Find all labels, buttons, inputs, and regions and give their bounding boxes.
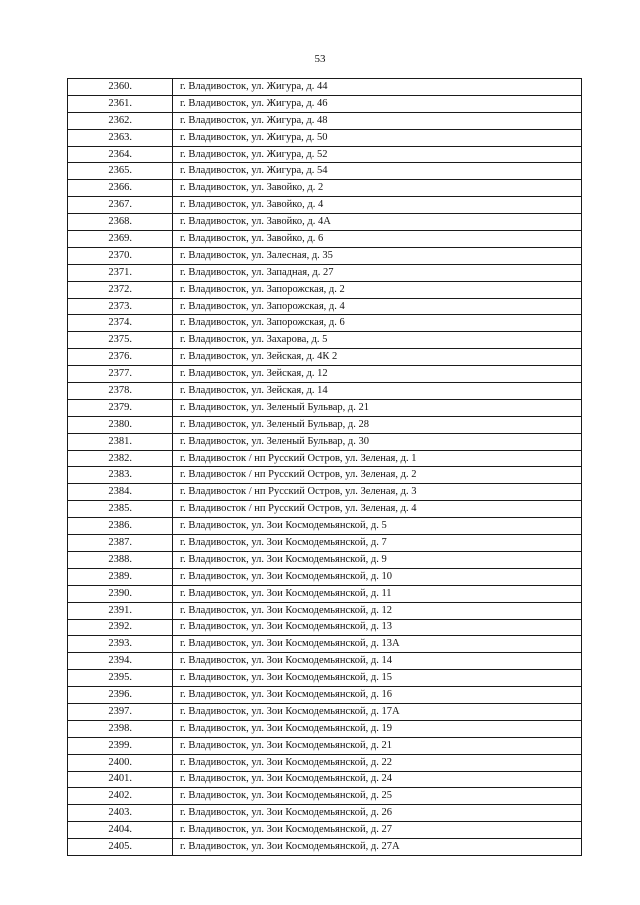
row-number-cell: 2368. bbox=[68, 214, 173, 231]
table-row bbox=[68, 636, 582, 653]
table-row bbox=[68, 602, 582, 619]
table-row bbox=[68, 737, 582, 754]
table-row bbox=[68, 180, 582, 197]
row-number-cell: 2402. bbox=[68, 788, 173, 805]
address-cell: г. Владивосток, ул. Зои Космодемьянской, д. 19 bbox=[173, 720, 582, 737]
address-cell: г. Владивосток, ул. Зейская, д. 12 bbox=[173, 366, 582, 383]
table-row bbox=[68, 281, 582, 298]
table-row bbox=[68, 653, 582, 670]
table-row bbox=[68, 805, 582, 822]
row-number-cell: 2386. bbox=[68, 518, 173, 535]
row-number-cell: 2392. bbox=[68, 619, 173, 636]
row-number-cell: 2393. bbox=[68, 636, 173, 653]
address-cell: г. Владивосток / нп Русский Остров, ул. Зеленая, д. 4 bbox=[173, 501, 582, 518]
table-row bbox=[68, 247, 582, 264]
table-row bbox=[68, 197, 582, 214]
row-number-cell: 2369. bbox=[68, 231, 173, 248]
row-number-cell: 2398. bbox=[68, 720, 173, 737]
row-number-cell: 2363. bbox=[68, 129, 173, 146]
table-row bbox=[68, 585, 582, 602]
address-cell: г. Владивосток, ул. Зои Космодемьянской, д. 15 bbox=[173, 670, 582, 687]
row-number-cell: 2391. bbox=[68, 602, 173, 619]
address-cell: г. Владивосток, ул. Зои Космодемьянской, д. 13А bbox=[173, 636, 582, 653]
address-cell: г. Владивосток, ул. Зои Космодемьянской, д. 11 bbox=[173, 585, 582, 602]
address-cell: г. Владивосток, ул. Зейская, д. 4К 2 bbox=[173, 349, 582, 366]
address-cell: г. Владивосток, ул. Зои Космодемьянской, д. 21 bbox=[173, 737, 582, 754]
row-number-cell: 2403. bbox=[68, 805, 173, 822]
table-row bbox=[68, 720, 582, 737]
address-cell: г. Владивосток, ул. Зои Космодемьянской, д. 7 bbox=[173, 535, 582, 552]
address-cell: г. Владивосток, ул. Зои Космодемьянской, д. 14 bbox=[173, 653, 582, 670]
row-number-cell: 2380. bbox=[68, 416, 173, 433]
row-number-cell: 2377. bbox=[68, 366, 173, 383]
row-number-cell: 2394. bbox=[68, 653, 173, 670]
address-cell: г. Владивосток, ул. Жигура, д. 48 bbox=[173, 112, 582, 129]
address-cell: г. Владивосток, ул. Зои Космодемьянской, д. 16 bbox=[173, 687, 582, 704]
table-row bbox=[68, 754, 582, 771]
row-number-cell: 2388. bbox=[68, 551, 173, 568]
row-number-cell: 2375. bbox=[68, 332, 173, 349]
address-cell: г. Владивосток, ул. Завойко, д. 2 bbox=[173, 180, 582, 197]
table-row bbox=[68, 484, 582, 501]
table-row bbox=[68, 79, 582, 96]
address-cell: г. Владивосток, ул. Зеленый Бульвар, д. 30 bbox=[173, 433, 582, 450]
table-row bbox=[68, 670, 582, 687]
row-number-cell: 2376. bbox=[68, 349, 173, 366]
table-row bbox=[68, 433, 582, 450]
address-cell: г. Владивосток, ул. Зеленый Бульвар, д. 28 bbox=[173, 416, 582, 433]
table-row bbox=[68, 264, 582, 281]
address-cell: г. Владивосток, ул. Зои Космодемьянской, д. 25 bbox=[173, 788, 582, 805]
row-number-cell: 2373. bbox=[68, 298, 173, 315]
table-row bbox=[68, 349, 582, 366]
address-cell: г. Владивосток, ул. Зои Космодемьянской, д. 9 bbox=[173, 551, 582, 568]
row-number-cell: 2361. bbox=[68, 95, 173, 112]
table-row bbox=[68, 112, 582, 129]
table-row bbox=[68, 146, 582, 163]
table-row bbox=[68, 129, 582, 146]
address-cell: г. Владивосток, ул. Запорожская, д. 6 bbox=[173, 315, 582, 332]
address-cell: г. Владивосток, ул. Зои Космодемьянской, д. 10 bbox=[173, 568, 582, 585]
table-row bbox=[68, 163, 582, 180]
row-number-cell: 2399. bbox=[68, 737, 173, 754]
table-row bbox=[68, 788, 582, 805]
table-row bbox=[68, 298, 582, 315]
address-cell: г. Владивосток, ул. Зейская, д. 14 bbox=[173, 383, 582, 400]
address-cell: г. Владивосток, ул. Жигура, д. 46 bbox=[173, 95, 582, 112]
address-cell: г. Владивосток / нп Русский Остров, ул. Зеленая, д. 1 bbox=[173, 450, 582, 467]
row-number-cell: 2383. bbox=[68, 467, 173, 484]
row-number-cell: 2362. bbox=[68, 112, 173, 129]
address-cell: г. Владивосток, ул. Завойко, д. 6 bbox=[173, 231, 582, 248]
table-row bbox=[68, 501, 582, 518]
address-cell: г. Владивосток, ул. Зои Космодемьянской, д. 12 bbox=[173, 602, 582, 619]
address-cell: г. Владивосток, ул. Запорожская, д. 4 bbox=[173, 298, 582, 315]
address-cell: г. Владивосток, ул. Жигура, д. 52 bbox=[173, 146, 582, 163]
address-cell: г. Владивосток, ул. Зои Космодемьянской, д. 22 bbox=[173, 754, 582, 771]
row-number-cell: 2366. bbox=[68, 180, 173, 197]
table-row bbox=[68, 619, 582, 636]
address-cell: г. Владивосток, ул. Завойко, д. 4А bbox=[173, 214, 582, 231]
row-number-cell: 2365. bbox=[68, 163, 173, 180]
row-number-cell: 2370. bbox=[68, 247, 173, 264]
row-number-cell: 2364. bbox=[68, 146, 173, 163]
address-cell: г. Владивосток, ул. Завойко, д. 4 bbox=[173, 197, 582, 214]
address-cell: г. Владивосток / нп Русский Остров, ул. Зеленая, д. 3 bbox=[173, 484, 582, 501]
address-cell: г. Владивосток, ул. Зои Космодемьянской, д. 27 bbox=[173, 822, 582, 839]
address-cell: г. Владивосток, ул. Западная, д. 27 bbox=[173, 264, 582, 281]
table-row bbox=[68, 822, 582, 839]
address-cell: г. Владивосток, ул. Залесная, д. 35 bbox=[173, 247, 582, 264]
table-row bbox=[68, 535, 582, 552]
address-cell: г. Владивосток, ул. Зои Космодемьянской, д. 26 bbox=[173, 805, 582, 822]
address-cell: г. Владивосток, ул. Захарова, д. 5 bbox=[173, 332, 582, 349]
address-cell: г. Владивосток, ул. Зои Космодемьянской, д. 17А bbox=[173, 703, 582, 720]
table-row bbox=[68, 231, 582, 248]
address-cell: г. Владивосток / нп Русский Остров, ул. Зеленая, д. 2 bbox=[173, 467, 582, 484]
table-row bbox=[68, 332, 582, 349]
table-row bbox=[68, 399, 582, 416]
address-cell: г. Владивосток, ул. Жигура, д. 50 bbox=[173, 129, 582, 146]
table-row bbox=[68, 518, 582, 535]
row-number-cell: 2404. bbox=[68, 822, 173, 839]
table-row bbox=[68, 551, 582, 568]
table-row bbox=[68, 771, 582, 788]
row-number-cell: 2400. bbox=[68, 754, 173, 771]
address-cell: г. Владивосток, ул. Запорожская, д. 2 bbox=[173, 281, 582, 298]
row-number-cell: 2367. bbox=[68, 197, 173, 214]
row-number-cell: 2379. bbox=[68, 399, 173, 416]
row-number-cell: 2397. bbox=[68, 703, 173, 720]
table-row bbox=[68, 214, 582, 231]
row-number-cell: 2385. bbox=[68, 501, 173, 518]
row-number-cell: 2374. bbox=[68, 315, 173, 332]
row-number-cell: 2378. bbox=[68, 383, 173, 400]
table-row bbox=[68, 568, 582, 585]
row-number-cell: 2382. bbox=[68, 450, 173, 467]
table-row bbox=[68, 467, 582, 484]
table-row bbox=[68, 703, 582, 720]
row-number-cell: 2405. bbox=[68, 839, 173, 856]
row-number-cell: 2401. bbox=[68, 771, 173, 788]
row-number-cell: 2372. bbox=[68, 281, 173, 298]
table-row bbox=[68, 687, 582, 704]
table-row bbox=[68, 315, 582, 332]
address-cell: г. Владивосток, ул. Зои Космодемьянской, д. 13 bbox=[173, 619, 582, 636]
address-cell: г. Владивосток, ул. Зои Космодемьянской, д. 24 bbox=[173, 771, 582, 788]
table-row bbox=[68, 383, 582, 400]
table-row bbox=[68, 839, 582, 856]
address-cell: г. Владивосток, ул. Зеленый Бульвар, д. 21 bbox=[173, 399, 582, 416]
row-number-cell: 2371. bbox=[68, 264, 173, 281]
address-cell: г. Владивосток, ул. Зои Космодемьянской, д. 5 bbox=[173, 518, 582, 535]
row-number-cell: 2390. bbox=[68, 585, 173, 602]
row-number-cell: 2396. bbox=[68, 687, 173, 704]
table-row bbox=[68, 95, 582, 112]
row-number-cell: 2389. bbox=[68, 568, 173, 585]
address-table-body bbox=[68, 79, 582, 856]
row-number-cell: 2387. bbox=[68, 535, 173, 552]
page-number: 53 bbox=[314, 53, 326, 65]
address-cell: г. Владивосток, ул. Жигура, д. 44 bbox=[173, 79, 582, 96]
address-cell: г. Владивосток, ул. Зои Космодемьянской, д. 27А bbox=[173, 839, 582, 856]
row-number-cell: 2381. bbox=[68, 433, 173, 450]
row-number-cell: 2384. bbox=[68, 484, 173, 501]
table-row bbox=[68, 366, 582, 383]
address-table bbox=[67, 78, 582, 856]
table-row bbox=[68, 416, 582, 433]
row-number-cell: 2360. bbox=[68, 79, 173, 96]
table-row bbox=[68, 450, 582, 467]
address-cell: г. Владивосток, ул. Жигура, д. 54 bbox=[173, 163, 582, 180]
row-number-cell: 2395. bbox=[68, 670, 173, 687]
